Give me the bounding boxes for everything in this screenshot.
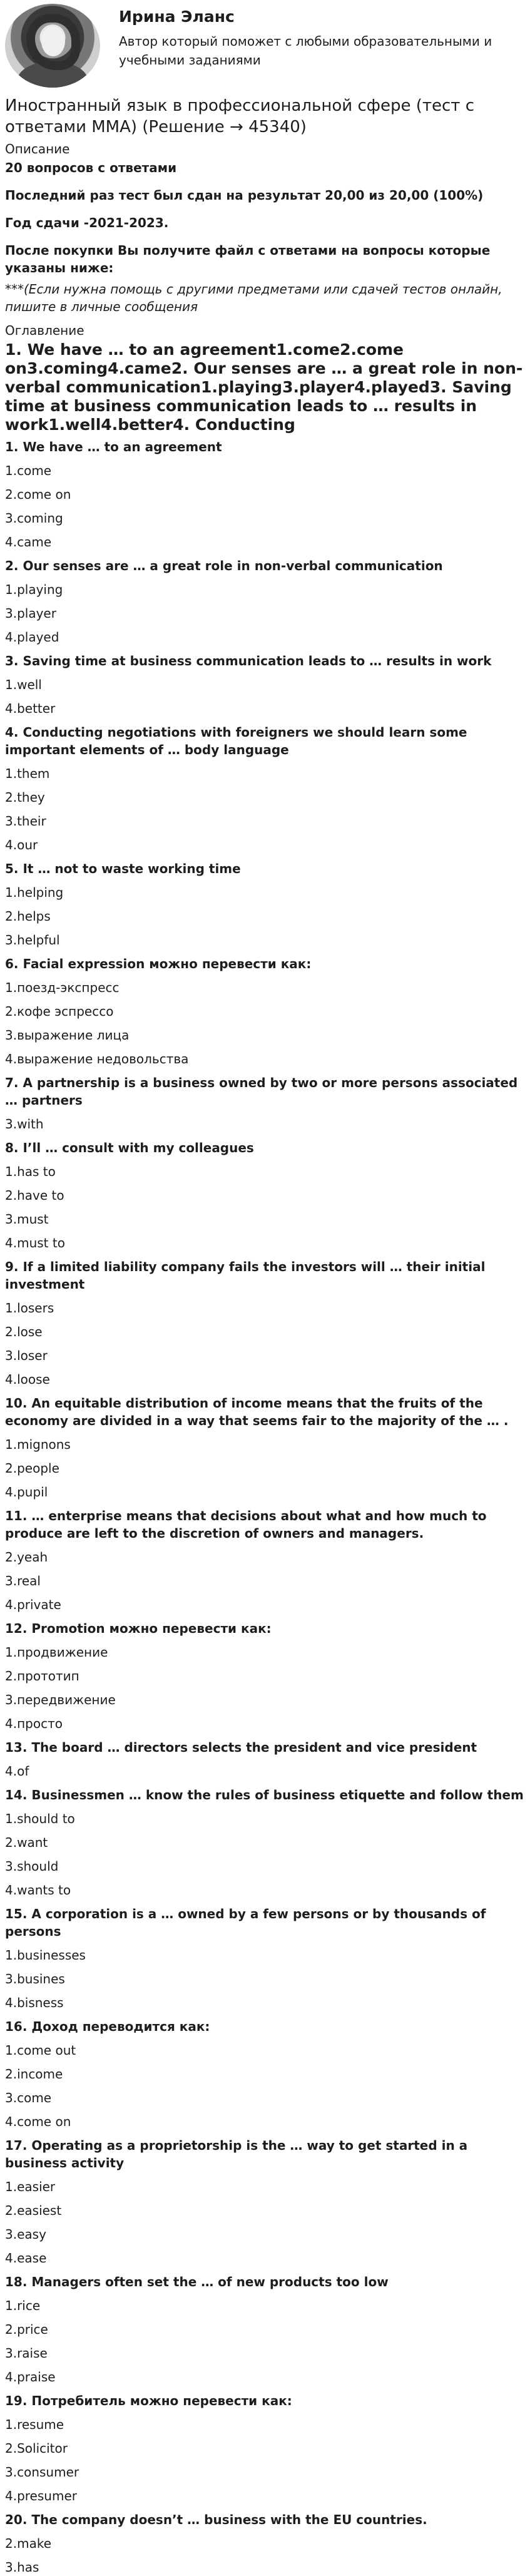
question-text: 16. Доход переводится как: — [5, 2019, 210, 2034]
answer-option: 4.better — [5, 701, 56, 716]
question-text: 2. Our senses are … a great role in non-verbal communication — [5, 558, 443, 573]
question-block — [5, 438, 525, 551]
intro-note: ***(Если нужна помощь с другими предметами или сдачей тестов онлайн, пишите в личные сообщения — [5, 282, 502, 314]
answer-option: 4.came — [5, 534, 52, 549]
answer-option: 3.raise — [5, 2346, 48, 2361]
answer-option: 1.losers — [5, 1301, 54, 1316]
answer-option: 4.played — [5, 630, 59, 645]
answer-option: 1.mignons — [5, 1437, 71, 1452]
answer-option: 1.them — [5, 766, 50, 781]
answer-option: 3.busines — [5, 1971, 65, 1986]
answer-option: 4.praise — [5, 2369, 56, 2384]
answer-option: 1.should to — [5, 1811, 75, 1826]
answer-option: 2.Solicitor — [5, 2441, 68, 2456]
answer-option: 2.have to — [5, 1188, 64, 1203]
question-block — [5, 1394, 525, 1501]
answer-option: 3.player — [5, 606, 56, 621]
question-block — [5, 557, 525, 646]
answer-option: 4.wants to — [5, 1883, 71, 1898]
answer-option: 1.rice — [5, 2298, 41, 2313]
question-text: 12. Promotion можно перевести как: — [5, 1621, 272, 1636]
answer-option: 2.price — [5, 2322, 48, 2337]
author-info — [119, 4, 519, 69]
question-text: 15. A corporation is a … owned by a few persons or by thousands of persons — [5, 1906, 486, 1939]
question-text: 3. Saving time at business communication leads to … results in work — [5, 653, 492, 668]
answer-option: 2.make — [5, 2536, 51, 2551]
answer-option: 3.should — [5, 1859, 59, 1874]
question-block — [5, 860, 525, 949]
answer-option: 4.loose — [5, 1372, 50, 1387]
intro-year: Год сдачи -2021-2023. — [5, 215, 169, 230]
answer-option: 3.easy — [5, 2227, 46, 2242]
answer-option: 1.продвижение — [5, 1645, 108, 1660]
answer-option: 4.выражение недовольства — [5, 1051, 189, 1066]
answer-option: 4.come on — [5, 2114, 71, 2129]
question-text: 4. Conducting negotiations with foreigners we should learn some important elements of … body language — [5, 725, 467, 757]
answer-option: 3.real — [5, 1573, 41, 1588]
question-block — [5, 1258, 525, 1388]
question-block — [5, 2273, 525, 2386]
answer-option: 1.well — [5, 677, 42, 692]
answer-option: 2.they — [5, 790, 45, 805]
question-block — [5, 955, 525, 1068]
question-block — [5, 1139, 525, 1252]
answer-option: 4.our — [5, 837, 38, 852]
question-list — [5, 438, 525, 2576]
answer-option: 2.income — [5, 2067, 63, 2082]
question-text: 19. Потребитель можно перевести как: — [5, 2393, 292, 2408]
answer-option: 1.come — [5, 463, 52, 478]
author-card[interactable] — [5, 0, 525, 91]
answer-option: 3.передвижение — [5, 1692, 116, 1707]
answer-option: 2.кофе эспрессо — [5, 1004, 114, 1019]
question-text: 20. The company doesn’t … business with the EU countries. — [5, 2512, 427, 2527]
answer-option: 1.businesses — [5, 1948, 86, 1963]
answer-option: 3.must — [5, 1212, 49, 1227]
answer-option: 3.their — [5, 814, 46, 829]
answer-option: 1.playing — [5, 582, 63, 597]
answer-option: 4.must to — [5, 1235, 65, 1250]
answer-option: 3.consumer — [5, 2465, 79, 2480]
answer-option: 2.come on — [5, 487, 71, 502]
answer-option: 4.presumer — [5, 2488, 77, 2503]
question-text: 10. An equitable distribution of income means that the fruits of the economy are divided in a way that seems fair to the majority of the … . — [5, 1396, 509, 1428]
answer-option: 1.come out — [5, 2043, 76, 2058]
answer-option: 3.with — [5, 1117, 44, 1132]
question-block — [5, 723, 525, 854]
question-text: 17. Operating as a proprietorship is the … way to get started in a business activity — [5, 2138, 468, 2170]
question-block — [5, 2018, 525, 2130]
question-text: 14. Businessmen … know the rules of business etiquette and follow them — [5, 1787, 524, 1802]
answer-option: 4.просто — [5, 1716, 63, 1731]
question-text: 6. Facial expression можно перевести как: — [5, 956, 312, 971]
question-text: 18. Managers often set the … of new products too low — [5, 2274, 389, 2289]
answer-option: 2.people — [5, 1461, 59, 1476]
toc-label: Оглавление — [5, 323, 84, 338]
answer-option: 2.want — [5, 1835, 48, 1850]
question-block — [5, 1074, 525, 1133]
answer-option: 1.helping — [5, 885, 64, 900]
question-block — [5, 652, 525, 717]
question-block — [5, 2392, 525, 2505]
page-title: Иностранный язык в профессиональной сфере (тест с ответами ММА) (Решение → 45340) — [5, 96, 475, 136]
answer-option: 1.has to — [5, 1164, 56, 1179]
answer-option: 1.resume — [5, 2417, 64, 2432]
answer-option: 2.easiest — [5, 2203, 62, 2218]
toc-heading: 1. We have … to an agreement1.come2.come on3.coming4.came2. Our senses are … a great role in non-verbal communication1.playing3.player4.played3. Saving time at business communication leads to … results in work1.well4.better4. Conducting — [5, 340, 523, 434]
answer-option: 3.helpful — [5, 933, 60, 948]
answer-option: 3.has — [5, 2560, 39, 2575]
question-text: 9. If a limited liability company fails the investors will … their initial investment — [5, 1259, 486, 1292]
question-block — [5, 2511, 525, 2576]
question-text: 13. The board … directors selects the president and vice president — [5, 1740, 477, 1755]
answer-option: 3.выражение лица — [5, 1028, 130, 1043]
answer-option: 4.private — [5, 1597, 61, 1612]
answer-option: 2.helps — [5, 909, 51, 924]
answer-option: 2.прототип — [5, 1669, 79, 1684]
author-description: Автор который поможет с любыми образовательными и учебными заданиями — [119, 34, 492, 68]
question-text: 5. It … not to waste working time — [5, 861, 241, 876]
question-block — [5, 1507, 525, 1613]
answer-option: 2.yeah — [5, 1550, 48, 1565]
answer-option: 4.bisness — [5, 1995, 64, 2010]
answer-option: 4.pupil — [5, 1485, 48, 1500]
avatar-face — [41, 26, 65, 56]
question-text: 1. We have … to an agreement — [5, 439, 222, 454]
author-name[interactable]: Ирина Эланс — [119, 8, 235, 26]
answer-option: 1.easier — [5, 2179, 56, 2194]
avatar[interactable] — [5, 4, 100, 88]
question-block — [5, 1739, 525, 1780]
description-label: Описание — [5, 141, 70, 156]
intro-last-result: Последний раз тест был сдан на результат 20,00 из 20,00 (100%) — [5, 188, 484, 203]
answer-option: 3.come — [5, 2090, 52, 2105]
answer-option: 1.поезд-экспресс — [5, 980, 120, 995]
intro-count: 20 вопросов с ответами — [5, 160, 177, 175]
intro-after-purchase: После покупки Вы получите файл с ответами на вопросы которые указаны ниже: — [5, 243, 491, 275]
question-block — [5, 1620, 525, 1732]
answer-option: 4.ease — [5, 2251, 47, 2266]
question-block — [5, 1905, 525, 2011]
answer-option: 4.of — [5, 1764, 29, 1779]
answer-option: 2.lose — [5, 1324, 43, 1339]
answer-option: 3.coming — [5, 511, 63, 526]
question-text: 8. I’ll … consult with my colleagues — [5, 1140, 254, 1155]
question-text: 11. … enterprise means that decisions about what and how much to produce are left to the discretion of owners and managers. — [5, 1508, 487, 1541]
question-block — [5, 2137, 525, 2267]
answer-option: 3.loser — [5, 1348, 48, 1363]
question-text: 7. A partnership is a business owned by two or more persons associated … partners — [5, 1075, 518, 1108]
question-block — [5, 1786, 525, 1899]
